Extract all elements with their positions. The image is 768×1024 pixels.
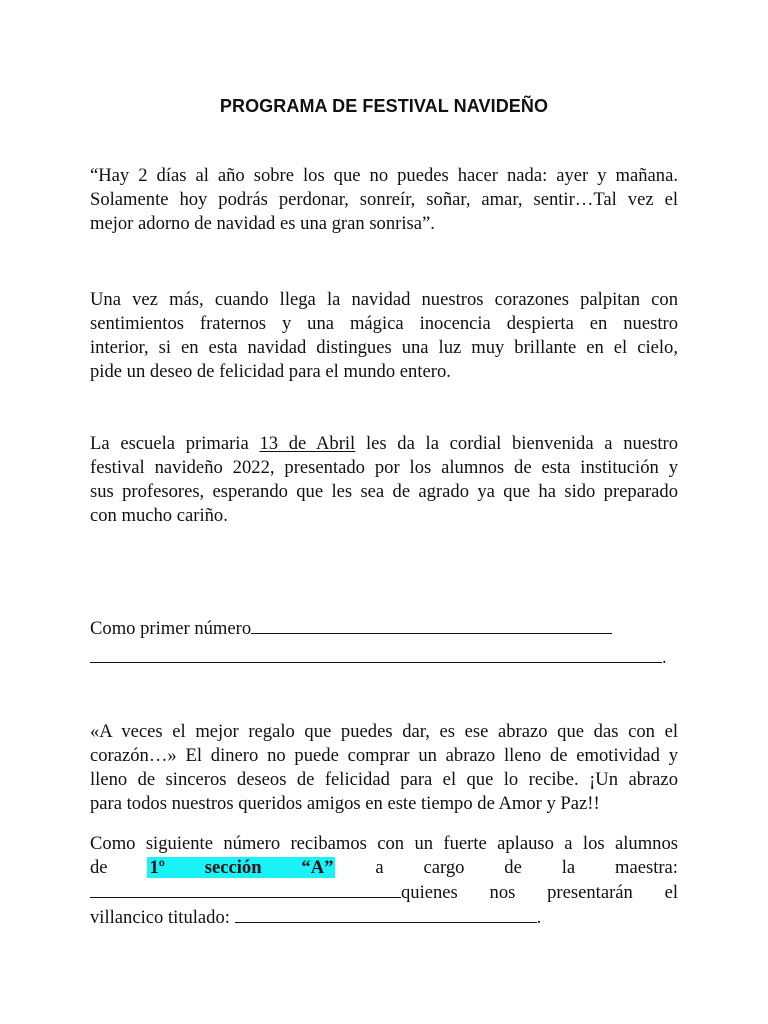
hug-quote-line: corazón…» El dinero no puede comprar un abrazo lleno de emotividad y (90, 745, 678, 766)
next-number-line (90, 880, 678, 905)
carol-end: . (536, 907, 542, 928)
intro-line: interior, si en esta navidad distingues una luz muy brillante en el cielo, (90, 337, 678, 358)
next-number-line (90, 856, 678, 880)
carol-title-blank (235, 905, 537, 923)
first-number-label: Como primer número (90, 618, 252, 639)
opening-quote (90, 164, 678, 236)
document-title: PROGRAMA DE FESTIVAL NAVIDEÑO (219, 96, 549, 116)
welcome-line (90, 432, 678, 456)
opening-quote-line: Solamente hoy podrás perdonar, sonreír, soñar, amar, sentir…Tal vez el (90, 189, 678, 210)
opening-quote-line: mejor adorno de navidad es una gran sonrisa”. (90, 213, 435, 234)
welcome-line: festival navideño 2022, presentado por los alumnos de esta institución y (90, 457, 678, 478)
intro-line: pide un deseo de felicidad para el mundo entero. (90, 361, 451, 382)
next-number-line (90, 905, 678, 930)
hug-quote (90, 720, 678, 816)
welcome-paragraph (90, 432, 678, 528)
section-label: 1º sección “A” (149, 857, 334, 878)
school-name: 13 de Abril (259, 433, 356, 454)
opening-quote-line: “Hay 2 días al año sobre los que no puedes hacer nada: ayer y mañana. (90, 165, 678, 186)
first-number-end: . (662, 647, 667, 668)
welcome-text-before: La escuela primaria (90, 433, 249, 454)
carol-label: villancico titulado: (90, 907, 230, 928)
first-number-blank (251, 616, 612, 634)
next-number-line: Como siguiente número recibamos con un fuerte aplauso a los alumnos (90, 833, 678, 854)
section-highlight (147, 857, 335, 878)
first-number-blank-2 (90, 645, 662, 663)
welcome-line: con mucho cariño. (90, 505, 228, 526)
hug-quote-line: para todos nuestros queridos amigos en este tiempo de Amor y Paz!! (90, 793, 600, 814)
next-number-de: de (90, 857, 108, 878)
welcome-text-after: les da la cordial bienvenida a nuestro (365, 433, 678, 454)
intro-line: sentimientos fraternos y una mágica inocencia despierta en nuestro (90, 313, 678, 334)
next-number-paragraph (90, 832, 678, 930)
first-number-paragraph (90, 616, 678, 670)
hug-quote-line: «A veces el mejor regalo que puedes dar, es ese abrazo que das con el (90, 721, 678, 742)
present-text: quienes nos presentarán el (401, 882, 678, 903)
welcome-line: sus profesores, esperando que les sea de agrado ya que ha sido preparado (90, 481, 678, 502)
first-number-line (90, 616, 678, 641)
hug-quote-line: lleno de sinceros deseos de felicidad para el que lo recibe. ¡Un abrazo (90, 769, 678, 790)
intro-paragraph (90, 288, 678, 384)
first-number-line (90, 645, 678, 670)
teacher-intro: a cargo de la maestra: (375, 857, 678, 878)
teacher-blank (90, 880, 401, 898)
intro-line: Una vez más, cuando llega la navidad nuestros corazones palpitan con (90, 289, 678, 310)
